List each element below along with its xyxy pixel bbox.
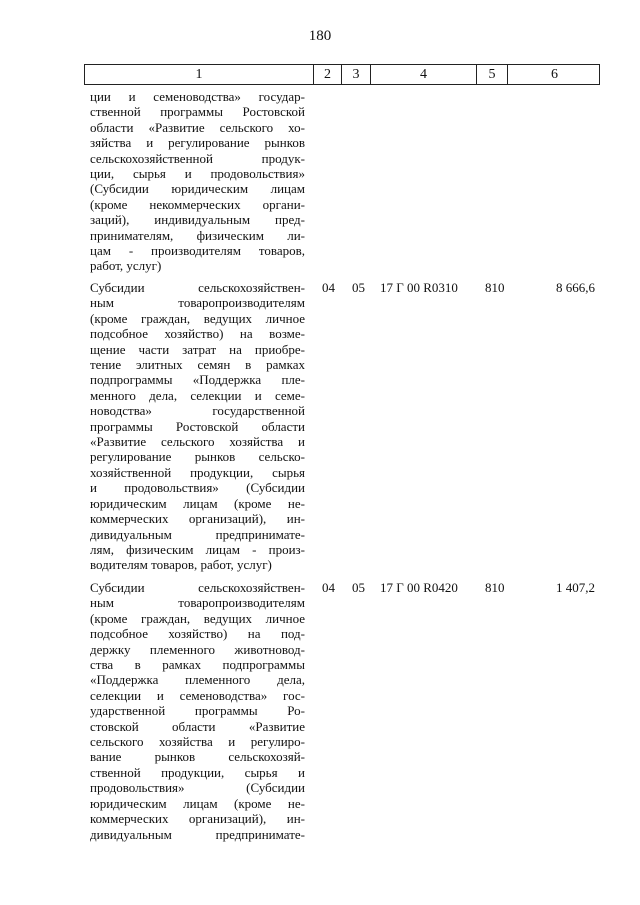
description-line: ции и семеноводства» государ- — [90, 89, 305, 104]
description-line: держку племенного животновод- — [90, 641, 305, 657]
description-line: (кроме некоммерческих органи- — [90, 196, 305, 212]
description-line: ным товаропроизводителям — [90, 595, 305, 611]
description-line: водителям товаров, работ, услуг) — [90, 557, 272, 573]
description-line: принимателям, физическим ли- — [90, 227, 305, 243]
description-line: ным товаропроизводителям — [90, 295, 305, 311]
subsection-code: 05 — [352, 280, 365, 295]
description-line: программы Ростовской области — [90, 418, 305, 434]
header-col-1: 1 — [85, 65, 314, 84]
description-line: ударственной программы Ро- — [90, 703, 305, 719]
description-line: ции, сырья и продовольствия» — [90, 166, 305, 182]
description-line: дивидуальным предпринимате- — [90, 526, 305, 542]
row-description — [90, 89, 305, 274]
description-line: «Развитие сельского хозяйства и — [90, 434, 305, 450]
description-line: подсобное хозяйство) на под- — [90, 626, 305, 642]
description-line: дивидуальным предпринимате- — [90, 826, 305, 842]
header-col-5: 5 — [477, 65, 508, 84]
description-line: (Субсидии юридическим лицам — [90, 181, 305, 197]
description-line: (кроме граждан, ведущих личное — [90, 610, 305, 626]
description-line: ственной программы Ростовской — [90, 104, 305, 120]
description-line: менного дела, селекции и семе- — [90, 387, 305, 403]
description-line: Субсидии сельскохозяйствен- — [90, 280, 305, 295]
expense-type-code: 810 — [485, 580, 505, 595]
description-line: подпрограммы «Поддержка пле- — [90, 372, 305, 388]
description-line: юридическим лицам (кроме не- — [90, 495, 305, 511]
description-line: лям, физическим лицам - произ- — [90, 541, 305, 557]
description-line: ства в рамках подпрограммы — [90, 657, 305, 673]
amount-value: 8 666,6 — [556, 280, 595, 295]
description-line: стовской области «Развитие — [90, 718, 305, 734]
description-line: цам - производителям товаров, — [90, 243, 305, 259]
description-line: хозяйственной продукции, сырья — [90, 464, 305, 480]
page-number: 180 — [308, 28, 332, 44]
subsection-code: 05 — [352, 580, 365, 595]
description-line: (кроме граждан, ведущих личное — [90, 310, 305, 326]
description-line: ственной продукции, сырья и — [90, 764, 305, 780]
description-line: продовольствия» (Субсидии — [90, 780, 305, 796]
row-description — [90, 580, 305, 842]
description-line: коммерческих организаций), ин- — [90, 511, 305, 527]
description-line: области «Развитие сельского хо- — [90, 119, 305, 135]
description-line: регулирование рынков сельско- — [90, 449, 305, 465]
description-line: работ, услуг) — [90, 258, 162, 274]
description-line: «Поддержка племенного дела, — [90, 672, 305, 688]
target-article-code: 17 Г 00 R0420 — [380, 580, 458, 595]
description-line: сельскохозяйственной продук- — [90, 150, 305, 166]
header-col-3: 3 — [342, 65, 371, 84]
description-line: подсобное хозяйство) на возме- — [90, 326, 305, 342]
expense-type-code: 810 — [485, 280, 505, 295]
table-header — [84, 64, 600, 85]
description-line: коммерческих организаций), ин- — [90, 811, 305, 827]
section-code: 04 — [322, 280, 335, 295]
description-line: заций), индивидуальным пред- — [90, 212, 305, 228]
description-line: тение элитных семян в рамках — [90, 357, 305, 373]
description-line: Субсидии сельскохозяйствен- — [90, 580, 305, 595]
description-line: и продовольствия» (Субсидии — [90, 480, 305, 496]
description-line: зяйства и регулирование рынков — [90, 135, 305, 151]
target-article-code: 17 Г 00 R0310 — [380, 280, 458, 295]
header-col-2: 2 — [314, 65, 342, 84]
amount-value: 1 407,2 — [556, 580, 595, 595]
row-description — [90, 280, 305, 573]
section-code: 04 — [322, 580, 335, 595]
description-line: щение части затрат на приобре- — [90, 341, 305, 357]
header-col-6: 6 — [551, 67, 558, 82]
description-line: юридическим лицам (кроме не- — [90, 795, 305, 811]
description-line: сельского хозяйства и регулиро- — [90, 734, 305, 750]
description-line: вание рынков сельскохозяй- — [90, 749, 305, 765]
description-line: селекции и семеноводства» гос- — [90, 687, 305, 703]
header-col-4: 4 — [371, 65, 477, 84]
description-line: новодства» государственной — [90, 403, 305, 419]
